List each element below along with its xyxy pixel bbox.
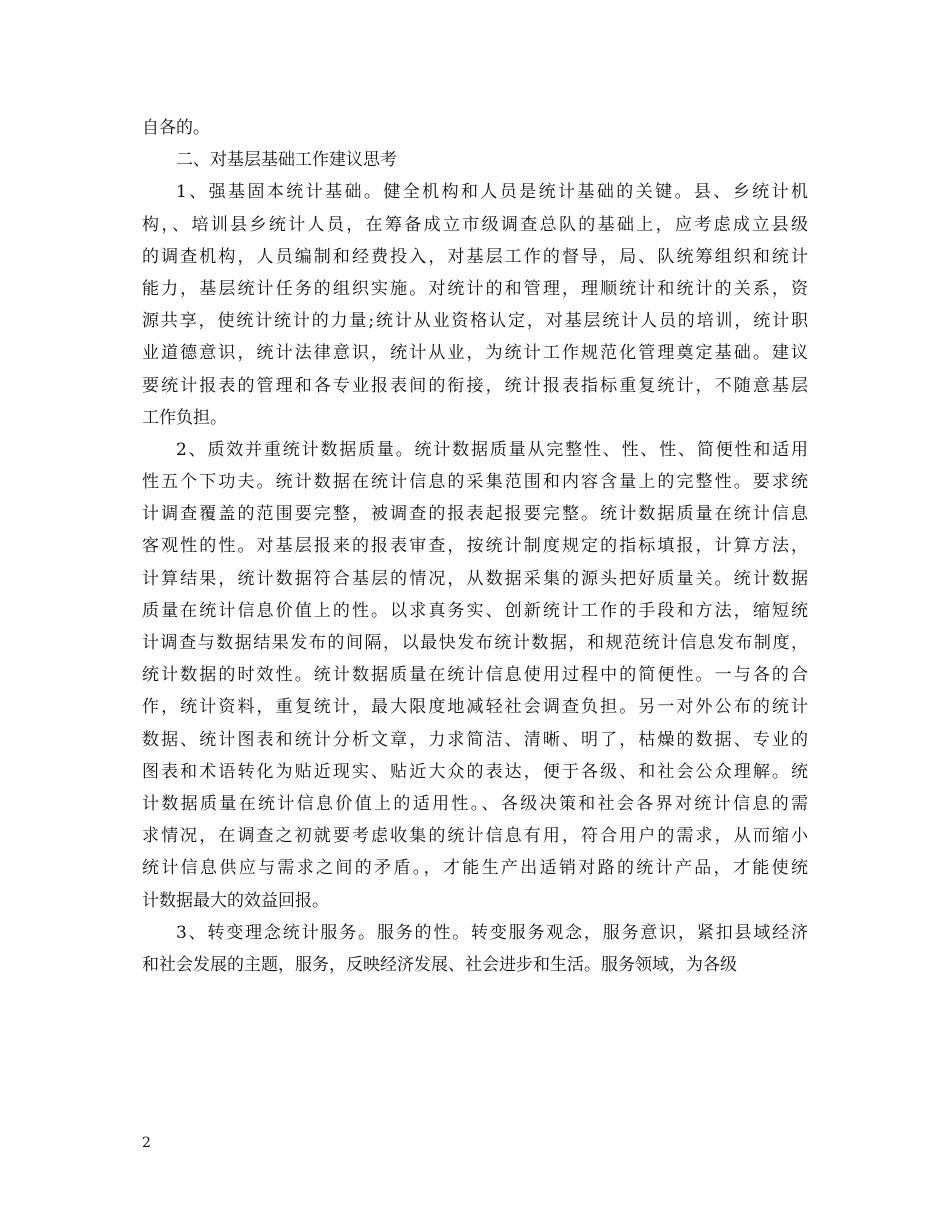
text-line: 质量在统计信息价值上的性。以求真务实、创新统计工作的手段和方法，缩短统 bbox=[142, 600, 808, 621]
text-line: 计数据最大的效益回报。 bbox=[142, 890, 329, 911]
text-line: 求情况，在调查之初就要考虑收集的统计信息有用，符合用户的需求，从而缩小 bbox=[142, 826, 808, 847]
text-line: 2、质效并重统计数据质量。统计数据质量从完整性、性、性、简便性和适用 bbox=[176, 439, 808, 460]
text-line: 数据、统计图表和统计分析文章，力求简洁、清晰、明了，枯燥的数据、专业的 bbox=[142, 729, 808, 750]
text-line: 3、转变理念统计服务。服务的性。转变服务观念，服务意识，紧扣县域经济 bbox=[176, 922, 808, 943]
text-line: 计数据质量在统计信息价值上的适用性。、各级决策和社会各界对统计信息的需 bbox=[142, 793, 808, 814]
text-line: 统计信息供应与需求之间的矛盾。，才能生产出适销对路的统计产品，才能使统 bbox=[142, 858, 808, 879]
text-line: 的调查机构，人员编制和经费投入，对基层工作的督导，局、队统筹组织和统计 bbox=[142, 246, 808, 267]
text-line: 性五个下功夫。统计数据在统计信息的采集范围和内容含量上的完整性。要求统 bbox=[142, 472, 808, 493]
text-line: 1、强基固本统计基础。健全机构和人员是统计基础的关键。县、乡统计机 bbox=[176, 182, 808, 203]
paragraph-p3 bbox=[142, 434, 808, 917]
page-number: 2 bbox=[142, 1135, 151, 1151]
text-line: 要统计报表的管理和各专业报表间的衔接，统计报表指标重复统计，不随意基层 bbox=[142, 375, 808, 396]
text-line: 计调查与数据结果发布的间隔，以最快发布统计数据，和规范统计信息发布制度， bbox=[142, 633, 808, 653]
text-line: 构，、培训县乡统计人员，在筹备成立市级调查总队的基础上，应考虑成立县级 bbox=[142, 214, 808, 235]
text-line: 作，统计资料，重复统计，最大限度地减轻社会调查负担。另一对外公布的统计 bbox=[142, 697, 808, 718]
text-line: 和社会发展的主题，服务，反映经济发展、社会进步和生活。服务领域，为各级 bbox=[142, 954, 737, 975]
text-line: 业道德意识，统计法律意识，统计从业，为统计工作规范化管理奠定基础。建议 bbox=[142, 343, 808, 364]
text-line: 能力，基层统计任务的组织实施。对统计的和管理，理顺统计和统计的关系，资 bbox=[142, 278, 808, 299]
text-line: 计算结果，统计数据符合基层的情况，从数据采集的源头把好质量关。统计数据 bbox=[142, 568, 808, 589]
text-line: 二、对基层基础工作建议思考 bbox=[176, 150, 397, 171]
text-line: 自各的。 bbox=[142, 118, 210, 138]
paragraph-p1 bbox=[142, 144, 808, 176]
text-line: 工作负担。 bbox=[142, 407, 227, 428]
text-line: 图表和术语转化为贴近现实、贴近大众的表达，便于各级、和社会公众理解。统 bbox=[142, 761, 808, 782]
text-line: 源共享，使统计统计的力量;统计从业资格认定，对基层统计人员的培训，统计职 bbox=[142, 311, 808, 332]
paragraph-p4 bbox=[142, 917, 808, 981]
text-line: 计调查覆盖的范围要完整，被调查的报表起报要完整。统计数据质量在统计信息 bbox=[142, 504, 808, 525]
text-line: 客观性的性。对基层报来的报表审查，按统计制度规定的指标填报，计算方法， bbox=[142, 536, 808, 557]
document-body bbox=[142, 112, 808, 981]
paragraph-p2 bbox=[142, 176, 808, 434]
paragraph-p0 bbox=[142, 112, 808, 144]
text-line: 统计数据的时效性。统计数据质量在统计信息使用过程中的简便性。一与各的合 bbox=[142, 665, 808, 686]
